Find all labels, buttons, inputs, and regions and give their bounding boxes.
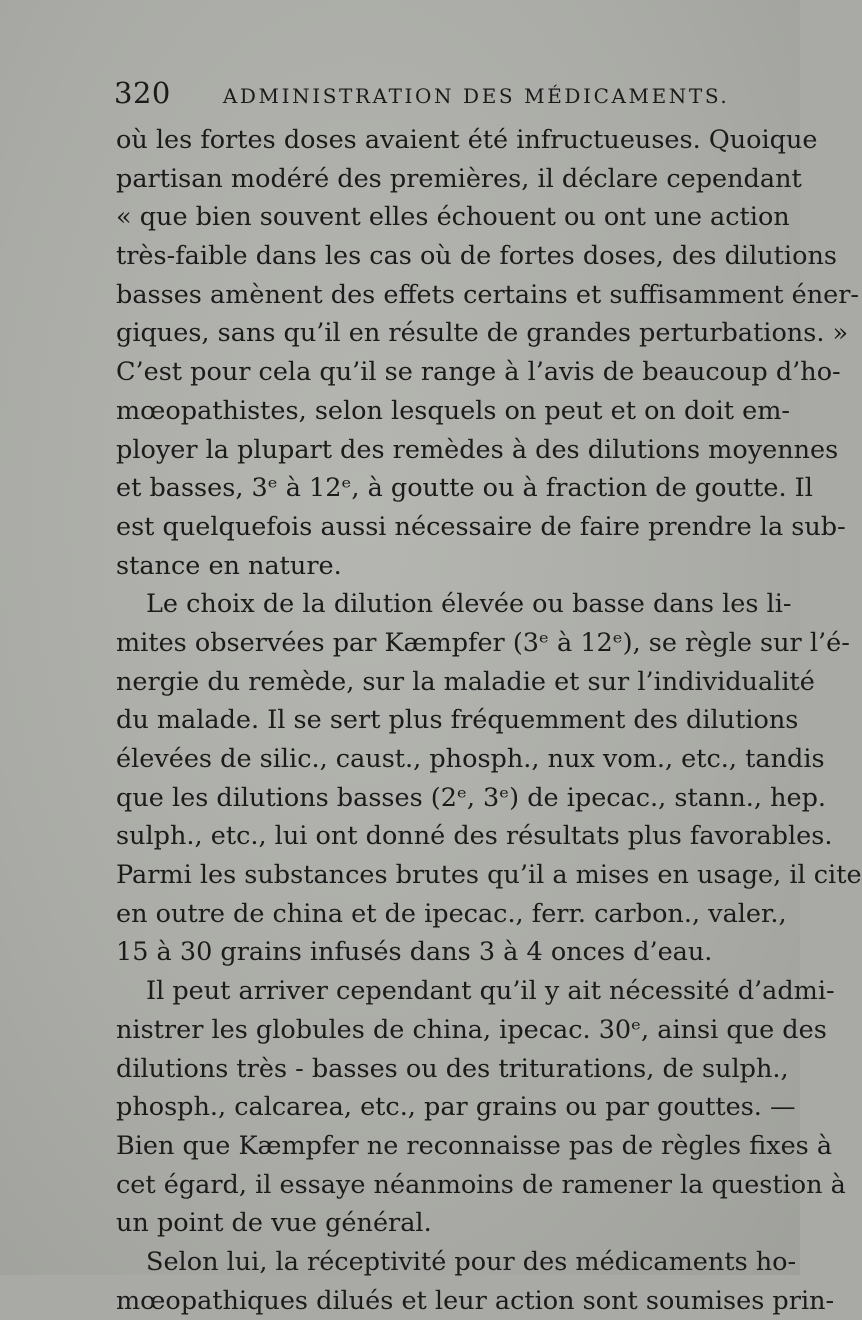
text-line: très-faible dans les cas où de fortes doses, des dilutions bbox=[116, 241, 837, 272]
text-line: « que bien souvent elles échouent ou ont une action bbox=[116, 202, 790, 233]
page-number: 320 bbox=[114, 76, 171, 110]
text-line: élevées de silic., caust., phosph., nux vom., etc., tandis bbox=[116, 744, 825, 774]
paragraph-start-line: Il peut arriver cependant qu’il y ait nécessité d’admi- bbox=[146, 976, 835, 1007]
text-line: ployer la plupart des remèdes à des dilutions moyennes bbox=[116, 434, 839, 465]
text-line: giques, sans qu’il en résulte de grandes perturbations. » bbox=[116, 318, 849, 349]
text-line: nistrer les globules de china, ipecac. 30ᵉ, ainsi que des bbox=[116, 1014, 827, 1045]
text-line: basses amènent des effets certains et suffisamment éner- bbox=[116, 279, 860, 310]
text-line: Parmi les substances brutes qu’il a mises en usage, il cite bbox=[116, 860, 862, 891]
text-line: est quelquefois aussi nécessaire de faire prendre la sub- bbox=[116, 511, 846, 542]
text-line: que les dilutions basses (2ᵉ, 3ᵉ) de ipecac., stann., hep. bbox=[116, 782, 827, 813]
text-line: du malade. Il se sert plus fréquemment des dilutions bbox=[116, 705, 799, 736]
text-line: mites observées par Kæmpfer (3ᵉ à 12ᵉ), se règle sur l’é- bbox=[116, 627, 850, 658]
text-line: nergie du remède, sur la maladie et sur l’individualité bbox=[116, 666, 815, 697]
text-line: un point de vue général. bbox=[116, 1208, 432, 1239]
text-line: 15 à 30 grains infusés dans 3 à 4 onces d’eau. bbox=[116, 937, 713, 968]
text-line: Bien que Kæmpfer ne reconnaisse pas de règles fixes à bbox=[116, 1130, 833, 1161]
text-line: mœopathistes, selon lesquels on peut et on doit em- bbox=[116, 395, 791, 426]
text-line: partisan modéré des premières, il déclare cependant bbox=[116, 163, 802, 194]
text-line: où les fortes doses avaient été infructueuses. Quoique bbox=[116, 125, 818, 155]
text-line: phosph., calcarea, etc., par grains ou par gouttes. — bbox=[116, 1092, 796, 1123]
text-line: stance en nature. bbox=[116, 550, 342, 581]
text-line: cet égard, il essaye néanmoins de ramener la question à bbox=[116, 1169, 846, 1200]
page-header bbox=[114, 76, 754, 116]
text-line: dilutions très - basses ou des triturations, de sulph., bbox=[116, 1053, 789, 1084]
text-line: mœopathiques dilués et leur action sont soumises prin- bbox=[116, 1285, 835, 1316]
paragraph-start-line: Le choix de la dilution élevée ou basse dans les li- bbox=[146, 589, 792, 620]
body-text bbox=[116, 121, 862, 1320]
text-line: sulph., etc., lui ont donné des résultats plus favorables. bbox=[116, 821, 833, 852]
text-line: en outre de china et de ipecac., ferr. carbon., valer., bbox=[116, 898, 787, 929]
paragraph-start-line: Selon lui, la réceptivité pour des médicaments ho- bbox=[146, 1246, 797, 1277]
text-line: C’est pour cela qu’il se range à l’avis de beaucoup d’ho- bbox=[116, 357, 841, 388]
running-title: ADMINISTRATION DES MÉDICAMENTS. bbox=[222, 84, 730, 108]
text-line: et basses, 3ᵉ à 12ᵉ, à goutte ou à fraction de goutte. Il bbox=[116, 473, 813, 504]
